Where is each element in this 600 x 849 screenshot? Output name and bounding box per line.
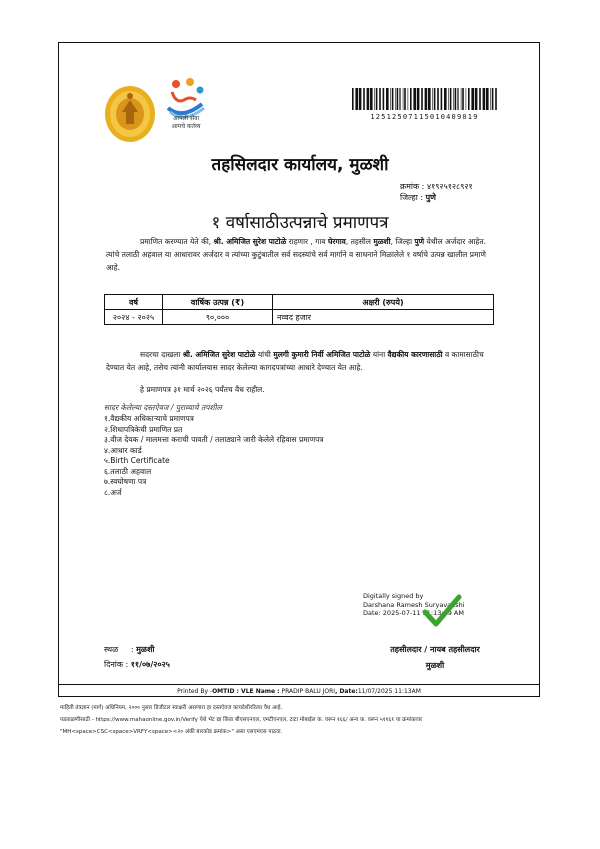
ref-district-value: पुणे <box>425 193 436 202</box>
barcode-bar <box>434 88 436 110</box>
district-name: पुणे <box>414 237 425 246</box>
barcode-bar <box>386 88 389 110</box>
barcode-bar <box>490 88 491 110</box>
barcode-bar <box>413 88 416 110</box>
income-table <box>104 294 494 325</box>
barcode-bar <box>466 88 467 110</box>
barcode-bar <box>397 88 399 110</box>
list-item: ४.आधार कार्ड <box>104 445 142 455</box>
documents-title: सादर केलेल्या दस्तऐवज / पुराव्याचे तपशील <box>104 403 222 412</box>
ref-number-label: क्रमांक : <box>400 182 425 191</box>
barcode-bar <box>359 88 362 110</box>
barcode-bar <box>486 88 489 110</box>
reference-block <box>400 181 473 203</box>
certificate-title: १ वर्षासाठीउत्पन्नाचे प्रमाणपत्र <box>211 213 389 233</box>
barcode-bar <box>471 88 474 110</box>
barcode-bar <box>444 88 447 110</box>
place-label: स्थळ <box>104 645 119 654</box>
barcode-bar <box>383 88 385 110</box>
barcode-bar <box>363 88 365 110</box>
barcode-bar <box>495 88 497 110</box>
barcode-bar <box>483 88 486 110</box>
tehsil-name: मुळशी <box>373 237 391 246</box>
barcode-bar <box>432 88 433 110</box>
list-item: २.शिधापत्रिकेची प्रमाणित प्रत <box>104 424 183 434</box>
documents-list <box>104 414 324 498</box>
date-value: ११/०७/२०२५ <box>130 660 170 669</box>
village-name: घेरगाव <box>327 237 346 246</box>
barcode-bar <box>448 88 449 110</box>
barcode-bar <box>437 88 439 110</box>
barcode-bar <box>479 88 481 110</box>
ref-district-label: जिल्हा : <box>400 193 424 202</box>
header-words: अक्षरी (रुपये) <box>273 295 494 310</box>
header-year: वर्ष <box>105 295 163 310</box>
barcode-bar <box>408 88 409 110</box>
barcode-bar <box>441 88 443 110</box>
barcode-bar <box>421 88 423 110</box>
list-item: ३.वीज देयक / मालमत्ता कराची पावती / तलाठ्याने जारी केलेले रहिवास प्रमाणपत्र <box>104 435 324 444</box>
certificate-paragraph: प्रमाणित करण्यात येते की, श्री. अमिजित सुरेश पाटोळे राहणार , गाव घेरगाव, तहसील मुळशी, जिल्हा पुणे येथील अर्जदार आहेत. त्यांचे तलाठी अहवाल या आधारावर अर्जदार व त्यांच्या कुटुंबातील सर्व सदस्यांचे सर्व मार्गाने व साधनाने मिळालेले १ वर्षाचे उत्पन्न खालील प्रमाणे आहे. <box>106 237 487 272</box>
barcode-bar <box>492 88 494 110</box>
logo-caption-line2: आमचे कर्तव्य <box>171 123 201 130</box>
barcode-bar <box>417 88 420 110</box>
footer-line1: माहिती तंत्रज्ञान (मार्ग) अधिनियम, २००० नुसार डिजीटल स्वाक्षरी असणारा हा दस्तऐवज कायदेशीररित्या वैध आहे. <box>60 705 283 711</box>
income-table-header <box>105 295 494 310</box>
table-row <box>105 310 494 325</box>
row-words: नव्वद हजार <box>273 310 494 325</box>
barcode-bar <box>355 88 358 110</box>
footer-notes <box>60 702 550 738</box>
purpose-reason: वैद्यकीय कारणासाठी <box>387 350 443 359</box>
barcode-bar <box>453 88 454 110</box>
barcode-bar <box>462 88 464 110</box>
applicant-name: श्री. अमिजित सुरेश पाटोळे <box>213 237 287 246</box>
barcode-number: 12512507115010409019 <box>370 113 479 121</box>
barcode-bar <box>455 88 457 110</box>
list-item: ७.स्वघोषणा पत्र <box>104 477 147 486</box>
header-income: वार्षिक उत्पन्न (₹) <box>163 295 273 310</box>
signature-line3: Date: 2025-07-11 11:13:59 AM <box>363 609 464 617</box>
beneficiary-name: मुलगी कुमारी निर्वी अमिजित पाटोळे <box>273 350 371 359</box>
purpose-paragraph: सदरचा दाखला श्री. अमिजित सुरेश पाटोळे यांची मुलगी कुमारी निर्वी अमिजित पाटोळे यांना वैद्यकीय कारणासाठी व कामासाठीच देण्यात येत आहे, तसेच त्यांनी कार्यालयास सादर केलेल्या कागदपत्रांच्या आधारे देण्यात येत आहे. <box>106 350 484 372</box>
barcode-bar <box>475 88 478 110</box>
barcode-bar <box>400 88 401 110</box>
designation-title: तहसीलदार / नायब तहसीलदार <box>390 645 480 654</box>
row-year: २०२४ - २०२५ <box>105 310 163 325</box>
barcode-bar <box>468 88 470 110</box>
barcode-bar <box>376 88 378 110</box>
signature-line2: Darshana Ramesh Suryavanshi <box>363 600 465 609</box>
barcode-bar <box>410 88 412 110</box>
list-item: १.वैद्यकीय अधिकाऱ्याचे प्रमाणपत्र <box>104 414 194 423</box>
barcode-bar <box>390 88 391 110</box>
list-item: ६.तलाठी अहवाल <box>104 466 152 476</box>
barcode-bar <box>403 88 404 110</box>
barcode-bar <box>461 88 462 110</box>
verified-check-icon <box>422 594 462 630</box>
logo-caption <box>158 115 214 131</box>
designation-block <box>370 642 500 674</box>
signature-line1: Digitally signed by <box>363 592 424 600</box>
barcode-bar <box>392 88 394 110</box>
ref-number-value: ४१९२५१२८९२१ <box>426 182 473 191</box>
validity-text: हे प्रमाणपत्र ३१ मार्च २०२६ पर्यंतच वैध राहील. <box>140 385 265 394</box>
footer-line2: पडताळणीसाठी - https://www.mahaonline.gov.in/Verify येथे भेट द्या किंवा बीएसएनएल, एमटीएनएल, टाटा मोबाईल क. वरून १६६/ अन्य क. वरून ५११६१ या क्रमांकावर <box>60 717 423 723</box>
barcode-bar <box>367 88 370 110</box>
barcode-bar <box>457 88 458 110</box>
barcode-bar <box>374 88 375 110</box>
place-value: मुळशी <box>136 645 155 654</box>
barcode-bar <box>425 88 428 110</box>
barcode-bar <box>370 88 373 110</box>
list-item: ५.Birth Certificate <box>104 456 170 465</box>
barcode <box>352 88 497 110</box>
logo-caption-line1: आपली सेवा <box>172 115 199 122</box>
printed-by-line: Printed By -OMTID : VLE Name : PRADIP BALU JORI, Date:11/07/2025 11:13AM <box>58 684 540 697</box>
barcode-bar <box>428 88 431 110</box>
barcode-bar <box>450 88 452 110</box>
barcode-bar <box>395 88 396 110</box>
barcode-bar <box>458 88 459 110</box>
barcode-bar <box>404 88 406 110</box>
place-date-block: स्थळ : मुळशी दिनांक : ११/०७/२०२५ <box>104 645 170 669</box>
barcode-bar <box>352 88 354 110</box>
footer-line3: "MH<space>CSC<space>VRFY<space><२० अंकी बारकोड क्रमांक>" असा एसएमएस पाठवा. <box>60 729 283 735</box>
barcode-bar <box>399 88 400 110</box>
office-title: तहसिलदार कार्यालय, मुळशी <box>211 155 389 175</box>
designation-place: मुळशी <box>425 661 445 670</box>
row-amount: ९०,००० <box>163 310 273 325</box>
list-item: ८.अर्ज <box>104 487 122 497</box>
barcode-bar <box>379 88 381 110</box>
maharashtra-seal-icon <box>104 84 156 148</box>
date-label: दिनांक <box>104 660 123 669</box>
